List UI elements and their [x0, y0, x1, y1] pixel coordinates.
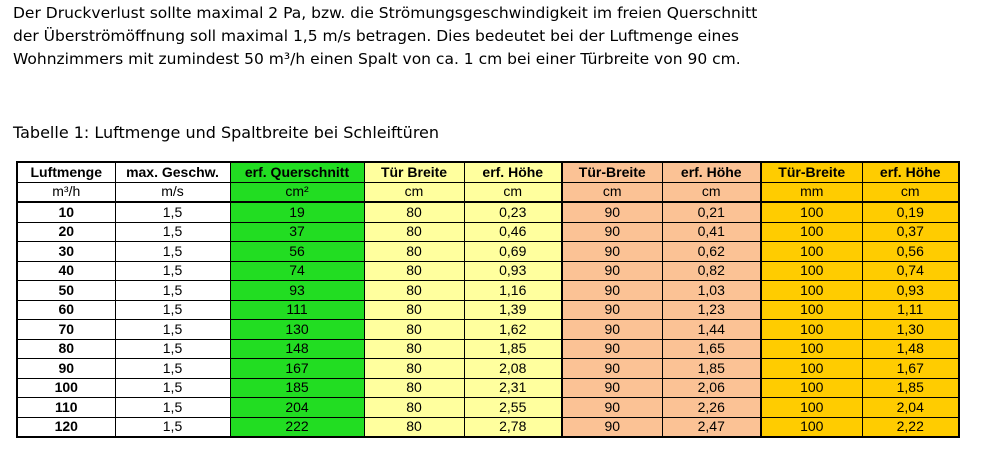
table-cell: 110 — [17, 398, 115, 418]
table-cell: 1,62 — [464, 320, 562, 340]
table-cell: 0,23 — [464, 202, 562, 222]
table-cell: 0,19 — [862, 202, 959, 222]
table-cell: 1,5 — [115, 261, 230, 281]
intro-line: Wohnzimmers mit zumindest 50 m³/h einen Spalt von ca. 1 cm bei einer Türbreite von 90 cm. — [13, 50, 741, 68]
table-cell: 2,31 — [464, 378, 562, 398]
table-cell: 100 — [17, 378, 115, 398]
table-cell: 1,5 — [115, 281, 230, 301]
table-cell: 100 — [761, 242, 862, 262]
table-cell: 93 — [230, 281, 364, 301]
table-cell: 148 — [230, 339, 364, 359]
table-cell: 80 — [364, 339, 464, 359]
table-cell: 2,26 — [662, 398, 761, 418]
table-cell: 30 — [17, 242, 115, 262]
table-cell: 222 — [230, 417, 364, 437]
table-cell: 1,5 — [115, 320, 230, 340]
table-row — [17, 242, 959, 262]
column-unit: m/s — [115, 182, 230, 202]
table-cell: 100 — [761, 202, 862, 222]
table-cell: 167 — [230, 359, 364, 379]
airflow-table — [16, 161, 960, 438]
table-cell: 56 — [230, 242, 364, 262]
table-cell: 80 — [364, 300, 464, 320]
table-body — [17, 202, 959, 437]
table-row — [17, 398, 959, 418]
table-cell: 0,62 — [662, 242, 761, 262]
table-cell: 90 — [17, 359, 115, 379]
table-cell: 1,48 — [862, 339, 959, 359]
table-row — [17, 378, 959, 398]
table-cell: 80 — [364, 202, 464, 222]
table-cell: 1,03 — [662, 281, 761, 301]
column-unit: cm — [662, 182, 761, 202]
table-cell: 90 — [562, 339, 662, 359]
table-cell: 2,04 — [862, 398, 959, 418]
table-cell: 0,46 — [464, 222, 562, 242]
table-cell: 90 — [562, 261, 662, 281]
table-cell: 90 — [562, 222, 662, 242]
column-unit: cm — [862, 182, 959, 202]
table-cell: 1,44 — [662, 320, 761, 340]
table-cell: 80 — [364, 417, 464, 437]
table-cell: 1,5 — [115, 242, 230, 262]
table-cell: 2,06 — [662, 378, 761, 398]
table-cell: 120 — [17, 417, 115, 437]
table-cell: 2,55 — [464, 398, 562, 418]
table-cell: 0,93 — [464, 261, 562, 281]
table-cell: 90 — [562, 398, 662, 418]
table-cell: 80 — [364, 320, 464, 340]
intro-paragraph — [13, 2, 973, 71]
table-cell: 130 — [230, 320, 364, 340]
unit-row — [17, 182, 959, 202]
table-cell: 90 — [562, 359, 662, 379]
table-cell: 100 — [761, 222, 862, 242]
table-cell: 70 — [17, 320, 115, 340]
table-row — [17, 281, 959, 301]
column-header: erf. Höhe — [862, 162, 959, 182]
table-cell: 80 — [364, 398, 464, 418]
table-cell: 0,37 — [862, 222, 959, 242]
intro-line: der Überströmöffnung soll maximal 1,5 m/s betragen. Dies bedeutet bei der Luftmenge eines — [13, 27, 739, 45]
table-cell: 100 — [761, 339, 862, 359]
table-cell: 90 — [562, 417, 662, 437]
table-cell: 2,08 — [464, 359, 562, 379]
column-header: erf. Höhe — [662, 162, 761, 182]
table-cell: 90 — [562, 281, 662, 301]
column-unit: m³/h — [17, 182, 115, 202]
column-unit: mm — [761, 182, 862, 202]
column-header: Luftmenge — [17, 162, 115, 182]
table-cell: 90 — [562, 320, 662, 340]
table-cell: 185 — [230, 378, 364, 398]
column-unit: cm — [464, 182, 562, 202]
table-cell: 111 — [230, 300, 364, 320]
table-cell: 80 — [364, 359, 464, 379]
table-cell: 90 — [562, 378, 662, 398]
table-cell: 1,5 — [115, 378, 230, 398]
table-cell: 2,22 — [862, 417, 959, 437]
table-row — [17, 359, 959, 379]
table-cell: 80 — [364, 261, 464, 281]
table-cell: 0,93 — [862, 281, 959, 301]
table-cell: 37 — [230, 222, 364, 242]
table-cell: 50 — [17, 281, 115, 301]
table-cell: 90 — [562, 300, 662, 320]
intro-line: Der Druckverlust sollte maximal 2 Pa, bzw. die Strömungsgeschwindigkeit im freien Querschnitt — [13, 4, 758, 22]
table-cell: 1,5 — [115, 202, 230, 222]
table-row — [17, 261, 959, 281]
table-cell: 60 — [17, 300, 115, 320]
table-cell: 80 — [364, 242, 464, 262]
table-cell: 1,5 — [115, 339, 230, 359]
table-cell: 100 — [761, 417, 862, 437]
table-cell: 100 — [761, 261, 862, 281]
column-header: erf. Höhe — [464, 162, 562, 182]
table-cell: 1,85 — [464, 339, 562, 359]
table-cell: 1,85 — [662, 359, 761, 379]
table-cell: 100 — [761, 320, 862, 340]
table-cell: 80 — [364, 222, 464, 242]
table-cell: 80 — [364, 378, 464, 398]
column-unit: cm² — [230, 182, 364, 202]
table-cell: 19 — [230, 202, 364, 222]
table-cell: 1,5 — [115, 300, 230, 320]
column-unit: cm — [364, 182, 464, 202]
table-cell: 1,11 — [862, 300, 959, 320]
table-cell: 0,56 — [862, 242, 959, 262]
table-cell: 1,23 — [662, 300, 761, 320]
table-row — [17, 320, 959, 340]
table-cell: 100 — [761, 300, 862, 320]
column-header: Tür-Breite — [562, 162, 662, 182]
table-cell: 0,21 — [662, 202, 761, 222]
table-cell: 74 — [230, 261, 364, 281]
column-header: erf. Querschnitt — [230, 162, 364, 182]
table-cell: 1,85 — [862, 378, 959, 398]
table-row — [17, 202, 959, 222]
table-cell: 1,39 — [464, 300, 562, 320]
table-cell: 1,5 — [115, 222, 230, 242]
table-cell: 0,69 — [464, 242, 562, 262]
table-cell: 1,5 — [115, 398, 230, 418]
table-cell: 100 — [761, 359, 862, 379]
column-header: max. Geschw. — [115, 162, 230, 182]
table-cell: 2,47 — [662, 417, 761, 437]
table-cell: 1,5 — [115, 359, 230, 379]
table-cell: 10 — [17, 202, 115, 222]
table-row — [17, 300, 959, 320]
table-row — [17, 339, 959, 359]
column-header: Tür Breite — [364, 162, 464, 182]
table-caption: Tabelle 1: Luftmenge und Spaltbreite bei Schleiftüren — [13, 123, 440, 142]
table-cell: 2,78 — [464, 417, 562, 437]
table-cell: 90 — [562, 242, 662, 262]
column-unit: cm — [562, 182, 662, 202]
table-cell: 1,30 — [862, 320, 959, 340]
table-cell: 0,41 — [662, 222, 761, 242]
table-cell: 100 — [761, 378, 862, 398]
header-row — [17, 162, 959, 182]
table-cell: 40 — [17, 261, 115, 281]
table-cell: 0,82 — [662, 261, 761, 281]
table-cell: 100 — [761, 398, 862, 418]
table-cell: 1,16 — [464, 281, 562, 301]
table-cell: 90 — [562, 202, 662, 222]
table-cell: 80 — [17, 339, 115, 359]
table-cell: 20 — [17, 222, 115, 242]
table-row — [17, 417, 959, 437]
table-cell: 204 — [230, 398, 364, 418]
table-cell: 100 — [761, 281, 862, 301]
table-cell: 1,5 — [115, 417, 230, 437]
table-row — [17, 222, 959, 242]
table-cell: 0,74 — [862, 261, 959, 281]
table-cell: 1,67 — [862, 359, 959, 379]
column-header: Tür-Breite — [761, 162, 862, 182]
table-cell: 1,65 — [662, 339, 761, 359]
table-cell: 80 — [364, 281, 464, 301]
